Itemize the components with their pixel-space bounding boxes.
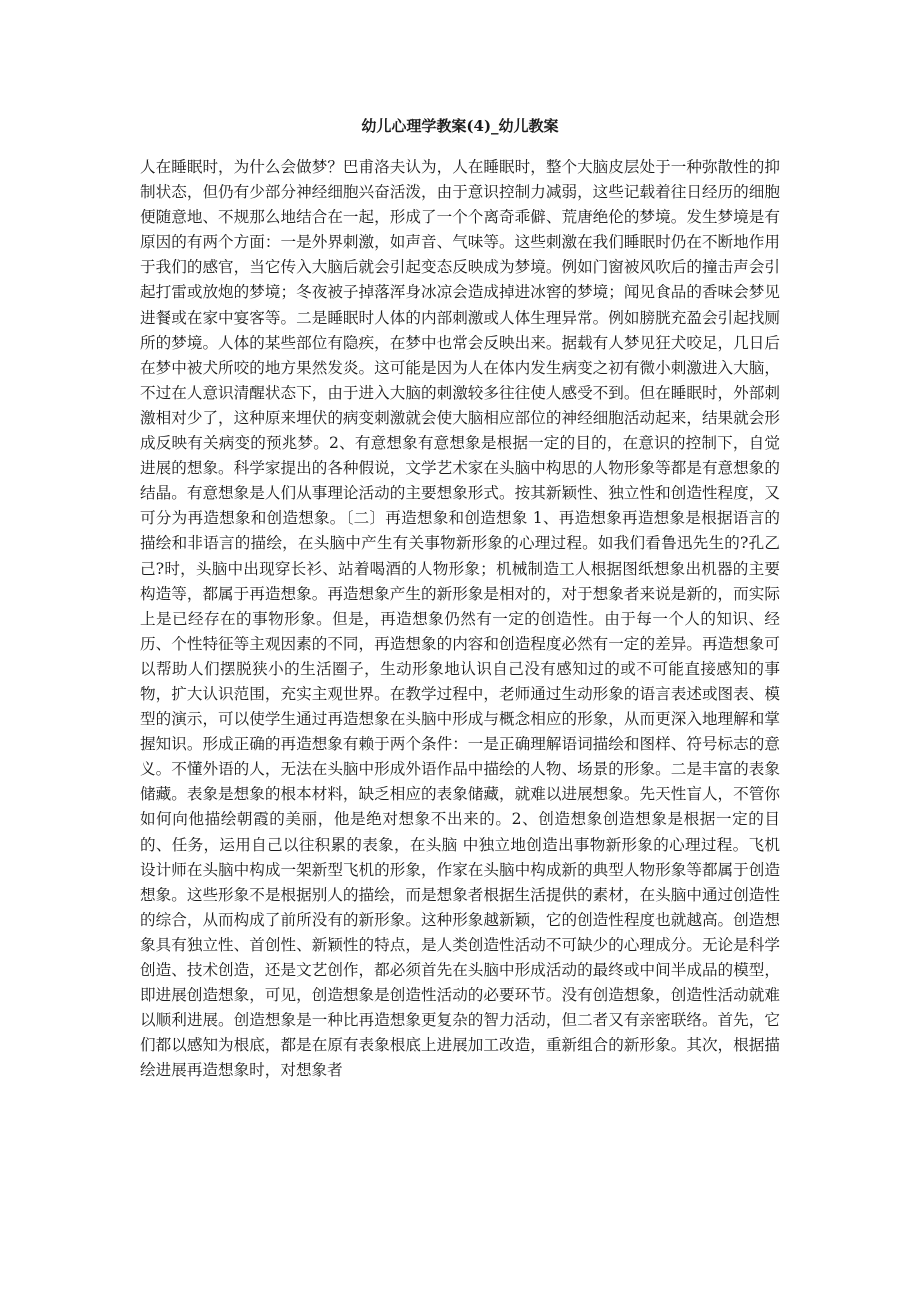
document-body-paragraph: 人在睡眠时，为什么会做梦？巴甫洛夫认为，人在睡眠时，整个大脑皮层处于一种弥散性的抑制状态，但仍有少部分神经细胞兴奋活泼，由于意识控制力减弱，这些记载着往日经历的细胞便随意地、不规那么地结合在一起，形成了一个个离奇乖僻、荒唐绝伦的梦境。发生梦境是有原因的有两个方面：一是外界刺激，如声音、气味等。这些刺激在我们睡眠时仍在不断地作用于我们的感官，当它传入大脑后就会引起变态反映成为梦境。例如门窗被风吹后的撞击声会引起打雷或放炮的梦境；冬夜被子掉落浑身冰凉会造成掉进冰窖的梦境；闻见食品的香味会梦见进餐或在家中宴客等。二是睡眠时人体的内部刺激或人体生理异常。例如膀胱充盈会引起找厕所的梦境。人体的某些部位有隐疾，在梦中也常会反映出来。据载有人梦见狂犬咬足，几日后在梦中被犬所咬的地方果然发炎。这可能是因为人在体内发生病变之初有微小刺激进入大脑，不过在人意识清醒状态下，由于进入大脑的刺激较多往往使人感受不到。但在睡眠时，外部刺激相对少了，这种原来埋伏的病变刺激就会使大脑相应部位的神经细胞活动起来，结果就会形成反映有关病变的预兆梦。2、有意想象有意想象是根据一定的目的，在意识的控制下，自觉进展的想象。科学家提出的各种假说，文学艺术家在头脑中构思的人物形象等都是有意想象的结晶。有意想象是人们从事理论活动的主要想象形式。按其新颖性、独立性和创造性程度，又可分为再造想象和创造想象。〔二〕再造想象和创造想象 1、再造想象再造想象是根据语言的描绘和非语言的描绘，在头脑中产生有关事物新形象的心理过程。如我们看鲁迅先生的?孔乙己?时，头脑中出现穿长衫、站着喝酒的人物形象；机械制造工人根据图纸想象出机器的主要构造等，都属于再造想象。再造想象产生的新形象是相对的，对于想象者来说是新的，而实际上是已经存在的事物形象。但是，再造想象仍然有一定的创造性。由于每一个人的知识、经历、个性特征等主观因素的不同，再造想象的内容和创造程度必然有一定的差异。再造想象可以帮助人们摆脱狭小的生活圈子，生动形象地认识自己没有感知过的或不可能直接感知的事物，扩大认识范围，充实主观世界。在教学过程中，老师通过生动形象的语言表述或图表、模型的演示，可以使学生通过再造想象在头脑中形成与概念相应的形象，从而更深入地理解和掌握知识。形成正确的再造想象有赖于两个条件：一是正确理解语词描绘和图样、符号标志的意义。不懂外语的人，无法在头脑中形成外语作品中描绘的人物、场景的形象。二是丰富的表象储藏。表象是想象的根本材料，缺乏相应的表象储藏，就难以进展想象。先天性盲人，不管你如何向他描绘朝霞的美丽，他是绝对想象不出来的。2、创造想象创造想象是根据一定的目的、任务，运用自己以往积累的表象，在头脑 中独立地创造出事物新形象的心理过程。飞机设计师在头脑中构成一架新型飞机的形象，作家在头脑中构成新的典型人物形象等都属于创造想象。这些形象不是根据别人的描绘，而是想象者根据生活提供的素材，在头脑中通过创造性的综合，从而构成了前所没有的新形象。这种形象越新颖，它的创造性程度也就越高。创造想象具有独立性、首创性、新颖性的特点，是人类创造性活动不可缺少的心理成分。无论是科学创造、技术创造，还是文艺创作，都必须首先在头脑中形成活动的最终或中间半成品的模型，即进展创造想象，可见，创造想象是创造性活动的必要环节。没有创造想象，创造性活动就难以顺利进展。创造想象是一种比再造想象更复杂的智力活动，但二者又有亲密联络。首先，它们都以感知为根底，都是在原有表象根底上进展加工改造，重新组合的新形象。其次，根据描绘进展再造想象时，对想象者 (140, 158, 780, 1080)
document-title: 幼儿心理学教案(4)_幼儿教案 (361, 117, 559, 135)
